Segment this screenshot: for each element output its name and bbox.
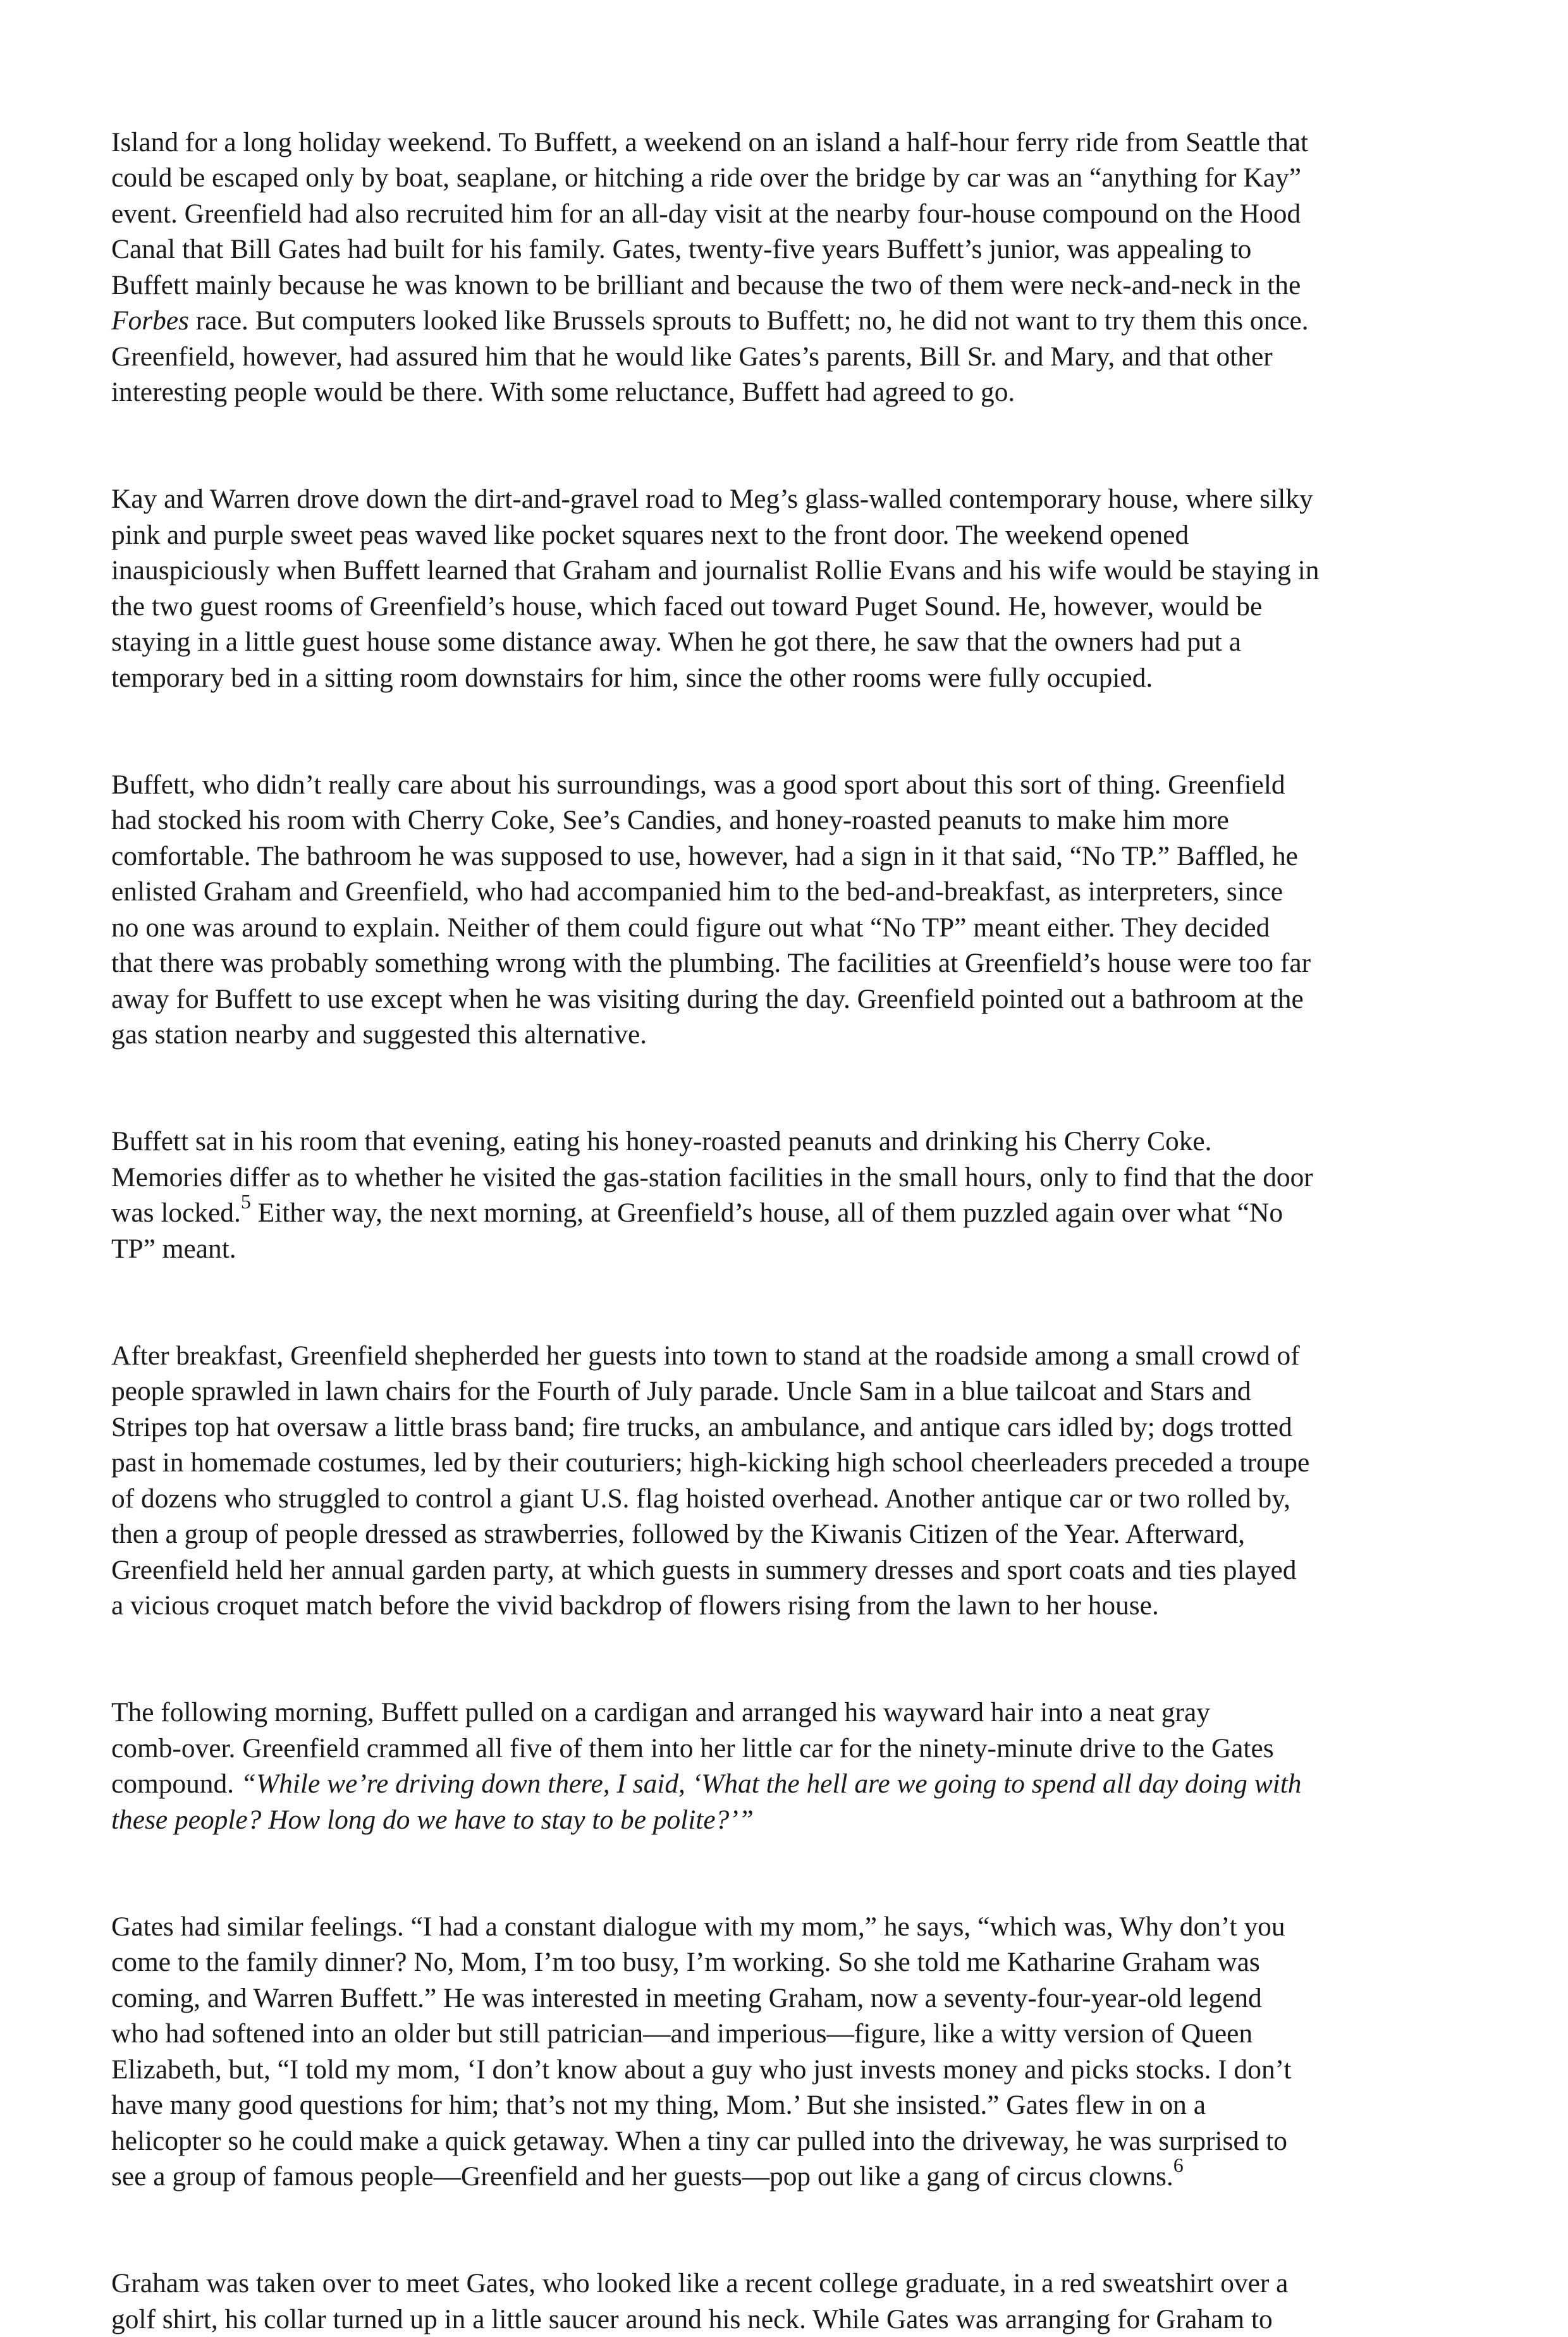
text-run: Graham was taken over to meet Gates, who looked like a recent college graduate, in a red sweatshirt over a golf shirt, his collar turned up in a little saucer around his neck. While Gates was arranging for Graham to [111, 2268, 1288, 2334]
footnote-ref-6[interactable]: 6 [1173, 2154, 1184, 2176]
text-run: Buffett, who didn’t really care about his surroundings, was a good sport about this sort of thing. Greenfield had stocked his room with Cherry Coke, See’s Candies, and honey-roasted peanuts to make him more comfortable. The bathroom he was supposed to use, however, had a sign in it that said, “No TP.” Baffled, he enlisted Graham and Greenfield, who had accompanied him to the bed-and-breakfast, as interpreters, since no one was around to explain. Neither of them could figure out what “No TP” meant either. They decided that there was probably something wrong with the plumbing. The facilities at Greenfield’s house were too far away for Buffett to use except when he was visiting during the day. Greenfield pointed out a bathroom at the gas station nearby and suggested this alternative. [111, 770, 1311, 1050]
paragraph-7 [111, 1873, 1464, 2195]
italic-quote: “While we’re driving down there, I said, ‘What the hell are we going to spend all day doing with these people? How long do we have to stay to be polite?’” [111, 1769, 1301, 1835]
text-run: The following morning, Buffett pulled on a cardigan and arranged his wayward hair into a neat gray comb-over. Greenfield crammed all five of them into her little car for the ninety-minute drive to the Gates compound. [111, 1697, 1274, 1799]
text-run: Island for a long holiday weekend. To Buffett, a weekend on an island a half-hour ferry ride from Seattle that could be escaped only by boat, seaplane, or hitching a ride over the bridge by car was an “anything for Kay” event. Greenfield had also recruited him for an all-day visit at the nearby four-house compound on the Hood Canal that Bill Gates had built for his family. Gates, twenty-five years Buffett’s junior, was appealing to Buffett mainly because he was known to be brilliant and because the two of them were neck-and-neck in the [111, 127, 1308, 300]
italic-title-forbes: Forbes [111, 305, 189, 336]
paragraph-6 [111, 1659, 1464, 1838]
text-run: Buffett sat in his room that evening, eating his honey-roasted peanuts and drinking his Cherry Coke. Memories differ as to whether he visited the gas-station facilities in the small hours, only to find that the door was locked. [111, 1126, 1313, 1228]
paragraph-8 [111, 2230, 1464, 2337]
text-run: Gates had similar feelings. “I had a constant dialogue with my mom,” he says, “which was, Why don’t you come to the family dinner? No, Mom, I’m too busy, I’m working. So she told me Katharine Graham was coming, and Warren Buffett.” He was interested in meeting Graham, now a seventy-four-year-old legend who had softened into an older but still patrician—and imperious—figure, like a witty version of Queen Elizabeth, but, “I told my mom, ‘I don’t know about a guy who just invests money and picks stocks. I don’t have many good questions for him; that’s not my thing, Mom.’ But she insisted.” Gates flew in on a helicopter so he could make a quick getaway. When a tiny car pulled into the driveway, he was surprised to see a group of famous people—Greenfield and her guests—pop out like a gang of circus clowns. [111, 1911, 1291, 2192]
paragraph-1 [111, 89, 1464, 410]
footnote-ref-5[interactable]: 5 [241, 1190, 251, 1213]
text-run: race. But computers looked like Brussels sprouts to Buffett; no, he did not want to try them this once. Greenfield, however, had assured him that he would like Gates’s parents, Bill Sr. and Mary, and that other interesting people would be there. With some reluctance, Buffett had agreed to go. [111, 305, 1309, 407]
text-run: Kay and Warren drove down the dirt-and-gravel road to Meg’s glass-walled contemporary house, where silky pink and purple sweet peas waved like pocket squares next to the front door. The weekend opened inauspiciously when Buffett learned that Graham and journalist Rollie Evans and his wife would be staying in the two guest rooms of Greenfield’s house, which faced out toward Puget Sound. He, however, would be staying in a little guest house some distance away. When he got there, he saw that the owners had put a temporary bed in a sitting room downstairs for him, since the other rooms were fully occupied. [111, 484, 1319, 693]
paragraph-3 [111, 731, 1464, 1053]
text-run: Either way, the next morning, at Greenfield’s house, all of them puzzled again over what “No TP” meant. [111, 1198, 1283, 1264]
paragraph-4 [111, 1088, 1464, 1267]
paragraph-5 [111, 1302, 1464, 1624]
text-run: After breakfast, Greenfield shepherded her guests into town to stand at the roadside among a small crowd of people sprawled in lawn chairs for the Fourth of July parade. Uncle Sam in a blue tailcoat and Stars and Stripes top hat oversaw a little brass band; fire trucks, an ambulance, and antique cars idled by; dogs trotted past in homemade costumes, led by their couturiers; high-kicking high school cheerleaders preceded a troupe of dozens who struggled to control a giant U.S. flag hoisted overhead. Another antique car or two rolled by, then a group of people dressed as strawberries, followed by the Kiwanis Citizen of the Year. Afterward, Greenfield held her annual garden party, at which guests in summery dresses and sport coats and ties played a vicious croquet match before the vivid backdrop of flowers rising from the lawn to her house. [111, 1340, 1309, 1621]
book-page [111, 89, 1464, 2337]
paragraph-2 [111, 446, 1464, 696]
